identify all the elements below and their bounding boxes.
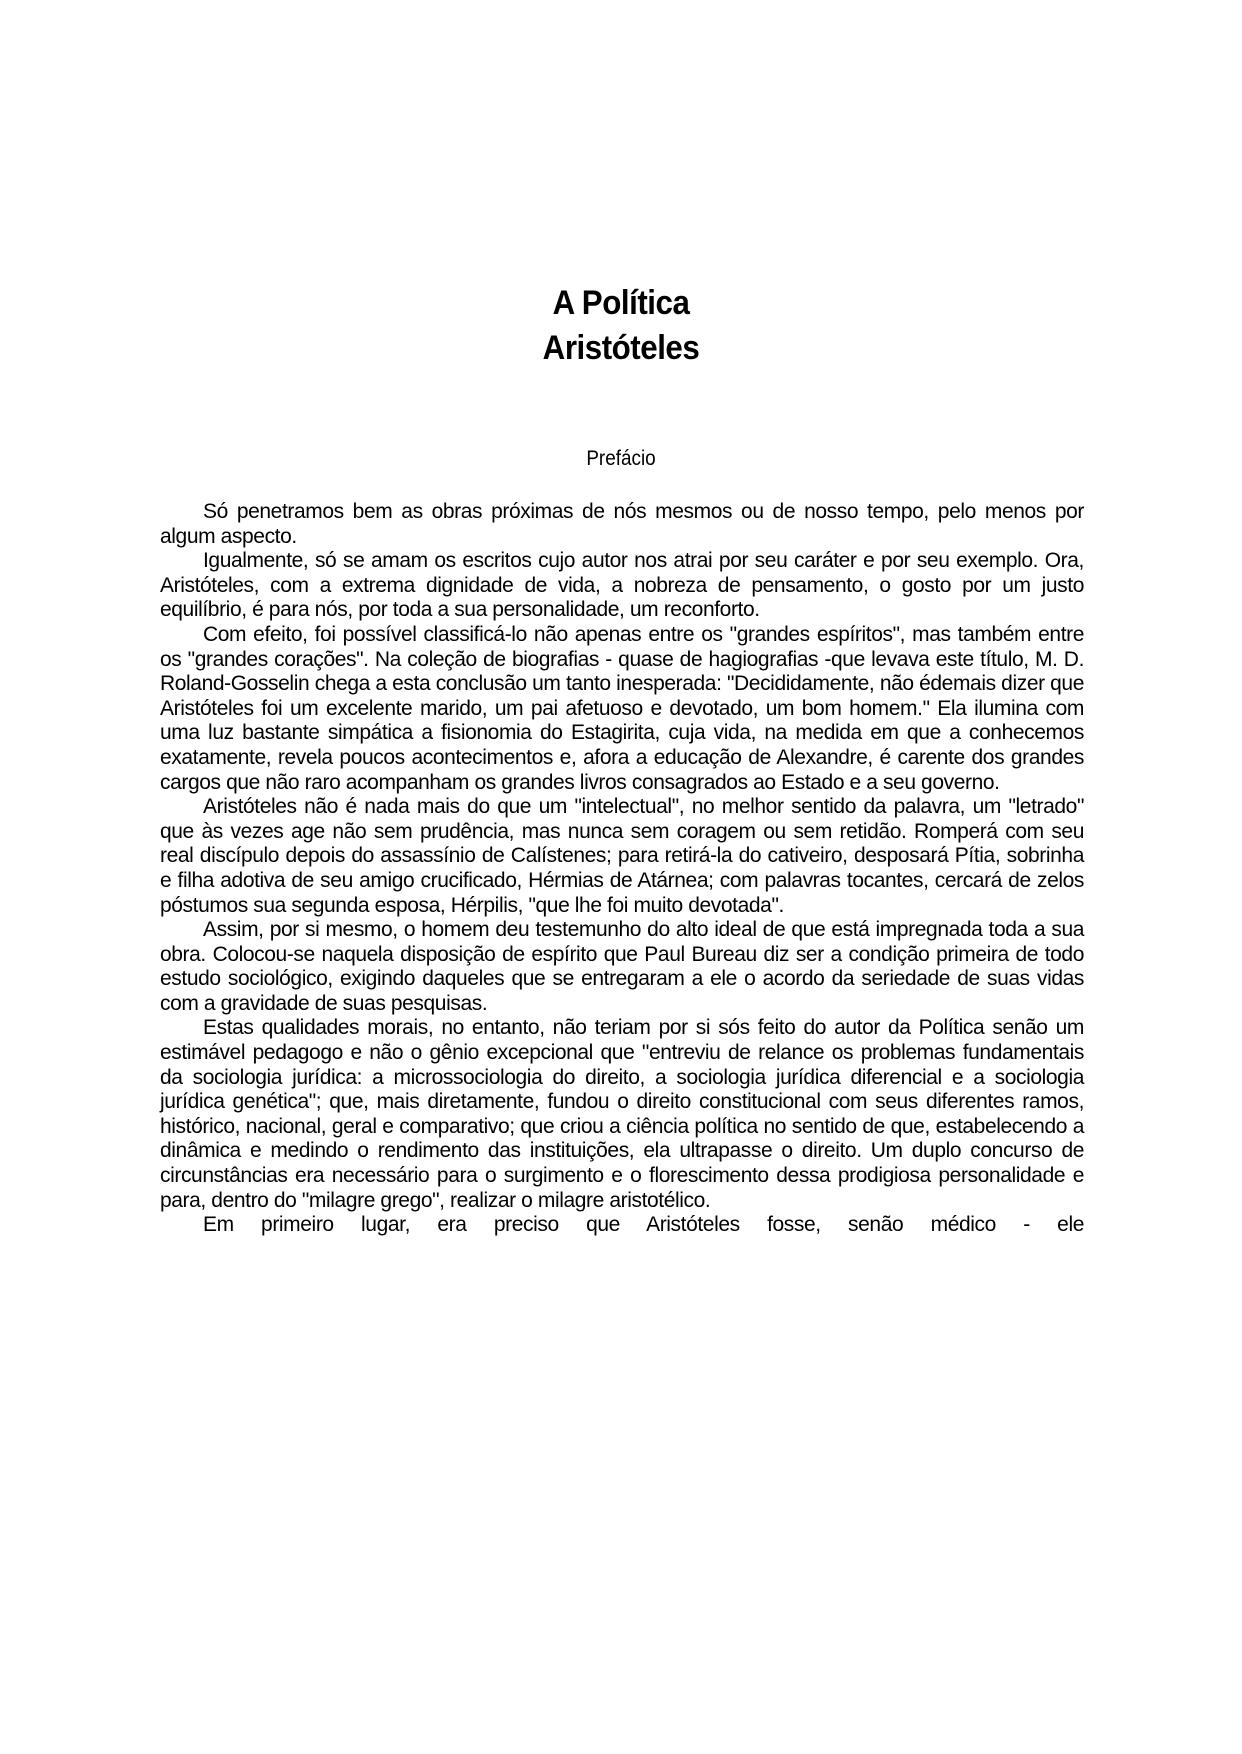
paragraph: Com efeito, foi possível classificá-lo não apenas entre os "grandes espíritos", mas também entre os "grandes corações". Na coleção de biografias - quase de hagiografias -que levava este título, M. D. Roland-Gosselin chega a esta conclusão um tanto inesperada: "Decididamente, não édemais dizer que Aristóteles foi um excelente marido, um pai afetuoso e devotado, um bom homem." Ela ilumina com uma luz bastante simpática a fisionomia do Estagirita, cuja vida, na medida em que a conhecemos exatamente, revela poucos acontecimentos e, afora a educação de Alexandre, é carente dos grandes cargos que não raro acompanham os grandes livros consagrados ao Estado e a seu governo. bbox=[160, 622, 1084, 794]
paragraph: Aristóteles não é nada mais do que um "intelectual", no melhor sentido da palavra, um "letrado" que às vezes age não sem prudência, mas nunca sem coragem ou sem retidão. Romperá com seu real discípulo depois do assassínio de Calístenes; para retirá-la do cativeiro, desposará Pítia, sobrinha e filha adotiva de seu amigo crucificado, Hérmias de Atárnea; com palavras tocantes, cercará de zelos póstumos sua segunda esposa, Hérpilis, "que lhe foi muito devotada". bbox=[160, 795, 1084, 917]
paragraph: Assim, por si mesmo, o homem deu testemunho do alto ideal de que está impregnada toda a sua obra. Colocou-se naquela disposição de espírito que Paul Bureau diz ser a condição primeira de todo estudo sociológico, exigindo daqueles que se entregaram a ele o acordo da seriedade de suas vidas com a gravidade de suas pesquisas. bbox=[160, 918, 1084, 1015]
author-name: Aristóteles bbox=[542, 329, 700, 367]
paragraph: Só penetramos bem as obras próximas de nós mesmos ou de nosso tempo, pelo menos por algum aspecto. bbox=[160, 500, 1084, 548]
section-heading: Prefácio bbox=[586, 447, 656, 470]
book-title: A Política bbox=[552, 284, 690, 322]
body-text bbox=[160, 500, 1084, 1238]
paragraph: Estas qualidades morais, no entanto, não teriam por si sós feito do autor da Política senão um estimável pedagogo e não o gênio excepcional que "entreviu de relance os problemas fundamentais da sociologia jurídica: a microssociologia do direito, a sociologia jurídica diferencial e a sociologia jurídica genética"; que, mais diretamente, fundou o direito constitucional com seus diferentes ramos, histórico, nacional, geral e comparativo; que criou a ciência política no sentido de que, estabelecendo a dinâmica e medindo o rendimento das instituições, ela ultrapasse o direito. Um duplo concurso de circunstâncias era necessário para o surgimento e o florescimento dessa prodigiosa personalidade e para, dentro do "milagre grego", realizar o milagre aristotélico. bbox=[160, 1016, 1084, 1212]
paragraph: Igualmente, só se amam os escritos cujo autor nos atrai por seu caráter e por seu exemplo. Ora, Aristóteles, com a extrema dignidade de vida, a nobreza de pensamento, o gosto por um justo equilíbrio, é para nós, por toda a sua personalidade, um reconforto. bbox=[160, 549, 1084, 622]
paragraph: Em primeiro lugar, era preciso que Aristóteles fosse, senão médico - ele bbox=[203, 1213, 1084, 1237]
